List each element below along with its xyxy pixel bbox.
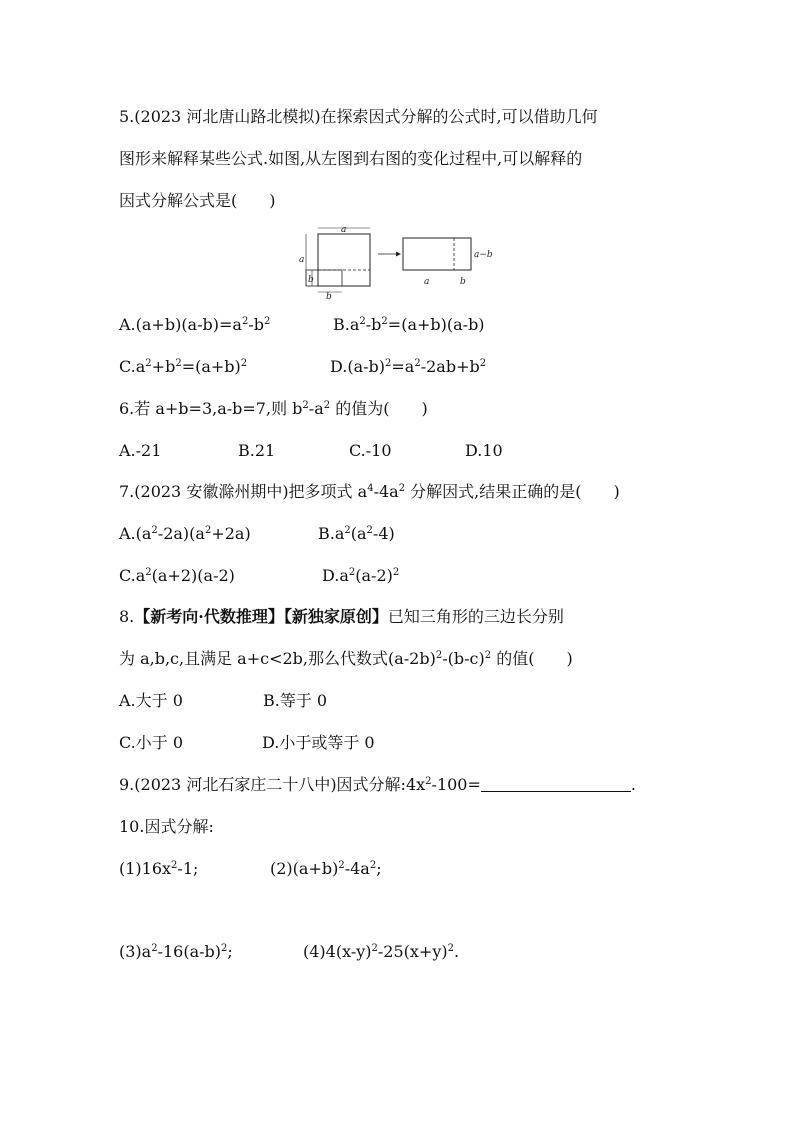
q5-line-1: 5.(2023 河北唐山路北模拟)在探索因式分解的公式时,可以借助几何 <box>119 107 598 126</box>
q5-line-3: 因式分解公式是( ) <box>119 191 276 210</box>
q7-option-a[interactable]: $A.(a^2-2a)(a^2+2a)$ <box>119 524 251 543</box>
right-rectangle <box>403 238 471 270</box>
q8-line-2: 为 a,b,c,且满足 a+c<2b,那么代数式$(a-2b)^2-(b-c)^2$ 的值( ) <box>119 649 573 668</box>
q8-option-a[interactable]: A.大于 0 <box>119 691 183 710</box>
label-b-bottom: b <box>326 292 332 300</box>
q5-option-a[interactable]: $A.(a+b)(a-b)=a^2-b^2$ <box>119 315 271 334</box>
q8-option-b[interactable]: B.等于 0 <box>263 691 328 710</box>
q6-option-c[interactable]: C.-10 <box>349 441 392 460</box>
q9-stem: 9.(2023 河北石家庄二十八中)因式分解$:4x^2-100=$ . <box>119 775 636 794</box>
tag-original: 【新独家原创】 <box>283 607 388 626</box>
q7-option-c[interactable]: $C.a^2(a+2)(a-2)$ <box>119 566 235 585</box>
q5-option-b[interactable]: $B.a^2-b^2=(a+b)(a-b)$ <box>333 315 485 334</box>
q6-option-b[interactable]: B.21 <box>238 441 276 460</box>
q7-option-d[interactable]: $D.a^2(a-2)^2$ <box>322 566 400 585</box>
q7-stem: 7.(2023 安徽滁州期中)把多项式 $a^4-4a^2$ 分解因式,结果正确的是( ) <box>119 482 620 501</box>
tag-new-direction: 【新考向·代数推理】 <box>134 607 284 626</box>
left-square <box>318 234 370 286</box>
q6-option-a[interactable]: A.-21 <box>119 441 162 460</box>
label-a-top: a <box>341 225 347 235</box>
q8-line-1: 8.【新考向·代数推理】【新独家原创】已知三角形的三边长分别 <box>119 607 564 626</box>
q6-stem: 6.若 a+b=3,a-b=7,则 $b^2-a^2$ 的值为( ) <box>119 399 428 418</box>
q10-sub-2: $(2)(a+b)^2-4a^2$; <box>270 859 382 878</box>
q8-option-d[interactable]: D.小于或等于 0 <box>262 733 375 752</box>
q10-title: 10.因式分解: <box>119 817 214 836</box>
q10-sub-3: $(3)a^2-16(a-b)^2$; <box>119 942 233 961</box>
q10-sub-1: $(1)16x^2-1$; <box>119 859 199 878</box>
q5-option-d[interactable]: $D.(a-b)^2=a^2-2ab+b^2$ <box>330 357 487 376</box>
label-a-right: a <box>424 277 430 287</box>
label-b-right: b <box>460 277 466 287</box>
q9-answer-blank[interactable] <box>481 775 631 792</box>
q7-option-b[interactable]: $B.a^2(a^2-4)$ <box>318 524 395 543</box>
label-a-minus-b: a−b <box>474 250 493 260</box>
label-a-left: a <box>299 255 305 265</box>
q5-option-c[interactable]: $C.a^2+b^2=(a+b)^2$ <box>119 357 248 376</box>
q8-option-c[interactable]: C.小于 0 <box>119 733 184 752</box>
q6-option-d[interactable]: D.10 <box>465 441 503 460</box>
q5-factoring-diagram <box>296 222 506 300</box>
q5-line-2: 图形来解释某些公式.如图,从左图到右图的变化过程中,可以解释的 <box>119 149 583 168</box>
q10-sub-4: $(4)4(x-y)^2-25(x+y)^2$. <box>303 942 460 961</box>
label-b-left: b <box>308 275 314 285</box>
